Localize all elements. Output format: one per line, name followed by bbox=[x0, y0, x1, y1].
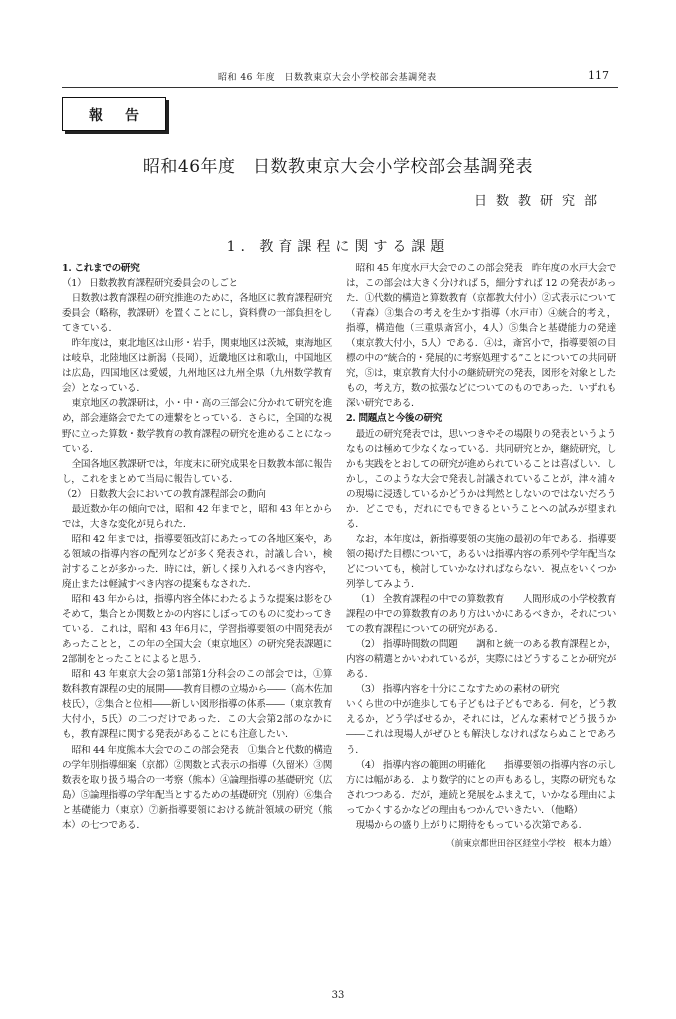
section-heading: 1. 教育課程に関する課題 bbox=[226, 239, 450, 255]
subheading-conference-trends: （2） 日数教大会においての教育課程部会の動向 bbox=[62, 488, 266, 500]
paragraph: 昨年度は，東北地区は山形・岩手，関東地区は茨城，東海地区は岐阜，北陸地区は新潟（長岡），近畿地区は和歌山，中国地区は広島，四国地区は愛媛，九州地区は九州全県（九州数学教育会）となっている． bbox=[62, 338, 332, 395]
paragraph: いくら世の中が進歩しても子どもは子どもである．何を，どう教えるか，どう学ばせるか，それには，どんな素材でどう扱うか――これは現場人がぜひとも解決しなければならぬことであろう． bbox=[346, 699, 616, 756]
running-title: 昭和 46 年度 日数教東京大会小学校部会基調発表 bbox=[218, 73, 437, 83]
subheading-issues: 2. 問題点と今後の研究 bbox=[346, 413, 443, 425]
paragraph: 全国各地区教課研では，年度末に研究成果を日数教本部に報告し，これをまとめて当局に報告している． bbox=[62, 458, 332, 485]
list-item: （3） 指導内容を十分にこなすための素材の研究 bbox=[355, 684, 560, 696]
signature: （前東京都世田谷区経堂小学校 根本力雄） bbox=[446, 838, 616, 849]
article-author: 日数教研究部 bbox=[473, 194, 606, 209]
article-title: 昭和46年度 日数教東京大会小学校部会基調発表 bbox=[142, 157, 534, 177]
list-item: （2） 指導時間数の問題 調和と統一のある教育課程とか，内容の精選とかいわれているが，実際にはどうすることか研究がある． bbox=[346, 639, 616, 681]
running-header bbox=[0, 70, 676, 84]
report-label: 報告 bbox=[89, 108, 161, 124]
paragraph: 日数教は教育課程の研究推進のために，各地区に教育課程研究委員会（略称，教課研）を置くことにし，資料費の一部負担をしてきている． bbox=[62, 293, 332, 335]
paragraph: 昭和 45 年度水戸大会でのこの部会発表 昨年度の水戸大会では，この部会は大きく分ければ 5，細分すれば 12 の発表があった．①代数的構造と算数教育（京都教大付小）②式表示について（青森）③集合の考えを生かす指導（水戸市）④統合的考え，指導，構造他（三重県斎宮小，4人）⑤集合と基礎能力の発達（東京教大付小，5人）である．④は，斎宮小で，指導要領の目標の中の“統合的・発展的に考察処理する”ことについての共同研究，⑤は，東京教育大付小の継続研究の発表，図形を対象としたもの，考え方，数の拡張などについてのものであった．いずれも深い研究である． bbox=[346, 263, 616, 410]
left-column bbox=[62, 261, 332, 833]
paragraph: 最近数か年の傾向では，昭和 42 年までと，昭和 43 年とからでは，大きな変化が見られた． bbox=[62, 503, 332, 530]
paragraph: 昭和 42 年までは，指導要領改訂にあたっての各地区案や，ある領域の指導内容の配列などが多く発表され，討議し合い，検討することが多かった．時には，新しく採り入れるべき内容や，廃止または軽減すべき内容の提案もなされた． bbox=[62, 533, 332, 590]
paragraph: 昭和 44 年度熊本大会でのこの部会発表 ①集合と代数的構造の学年別指導細案（京都）②関数と式表示の指導（久留米）③関数表を取り扱う場合の一考察（熊本）④論理指導の基礎研究（広島）⑤論理指導の学年配当とするための基礎研究（別府）⑥集合と基礎能力（東京）⑦新指導要領における統計領域の研究（熊本）の七つである． bbox=[62, 744, 332, 831]
paragraph: なお，本年度は，新指導要領の実施の最初の年である．指導要領の掲げた目標について，あるいは指導内容の系列や学年配当などについても，検討していかなければならない．視点をいくつか列挙してみよう． bbox=[346, 533, 616, 590]
paragraph: 昭和 43 年東京大会の第1部第1分科会のこの部会では，①算数科教育課程の史的展開――教育目標の立場から――（高木佐加枝氏），②集合と位相――新しい図形指導の体系――（東京教育大付小，5氏）の二つだけであった．この大会第2部のなかにも，教育課程に関する発表があることにも注意したい． bbox=[62, 669, 332, 741]
list-item: （1） 全教育課程の中での算数教育 人間形成の小学校教育課程の中での算数教育のあり方はいかにあるべきか，それについての教育課程についての研究がある． bbox=[346, 594, 616, 636]
header-rule bbox=[62, 87, 618, 88]
subheading-previous-research: 1. これまでの研究 bbox=[62, 263, 140, 274]
list-item: （4） 指導内容の範囲の明確化 指導要領の指導内容の示し方には幅がある．より数学的にとの声もあるし，実際の研究もなされつつある．だが，連続と発展をふまえて，いかなる理由によってかくするかなどの理由もつかんでいきたい．（他略） bbox=[346, 759, 616, 816]
paragraph: 最近の研究発表では，思いつきやその場限りの発表というようなものは極めて少なくなっている．共同研究とか，継続研究，しかも実践をとおしての研究が進められていることは喜ばしい．しかし，このような大会で発表し討議されていることが，津々浦々の現場に浸透しているかどうかは判然としないのではないだろうか．どこでも，だれにでもできるということへの試みが望まれる． bbox=[346, 428, 616, 530]
paragraph: 昭和 43 年からは，指導内容全体にわたるような提案は影をひそめて，集合とか関数とかの内容にしぼってのものに変わってきている．これは，昭和 43 年6月に，学習指導要領の中間発表があったことと，この年の全国大会（東京地区）の研究発表課題に2部制をとったことによると思う． bbox=[62, 594, 332, 666]
subheading-committee-work: （1） 日数教教育課程研究委員会のしごと bbox=[62, 278, 238, 290]
paragraph: 現場からの盛り上がりに期待をもっている次第である． bbox=[355, 819, 588, 831]
journal-page-number: 117 bbox=[588, 69, 609, 82]
report-label-box bbox=[62, 97, 166, 131]
paragraph: 東京地区の教課研は，小・中・高の三部会に分かれて研究を進め，部会連絡会でたての連繋をとっている．さらに，全国的な視野に立った算数・数学教育の教育課程の研究を進めることになっている． bbox=[62, 398, 332, 455]
right-column bbox=[346, 261, 616, 852]
footer-page-number: 33 bbox=[331, 990, 345, 1001]
